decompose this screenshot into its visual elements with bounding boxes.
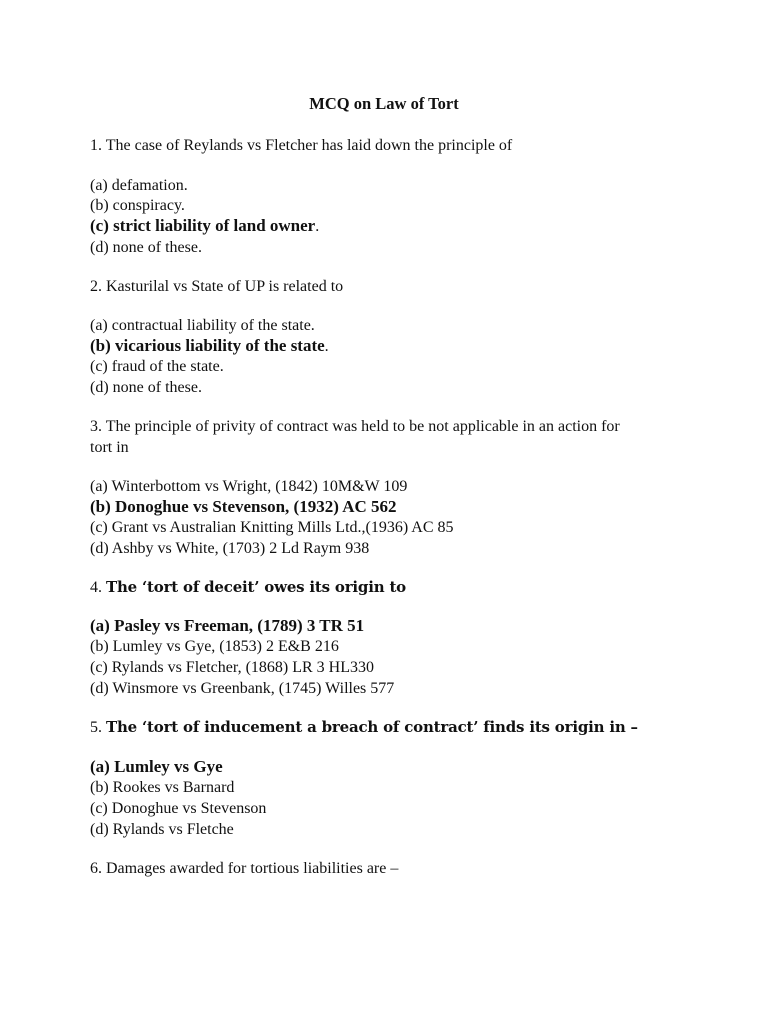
question-4-answer: (a) Pasley vs Freeman, (1789) 3 TR 51 — [90, 616, 365, 635]
question-5-option-d: (d) Rylands vs Fletche — [90, 821, 234, 838]
question-5-option-c: (c) Donoghue vs Stevenson — [90, 800, 267, 817]
question-5-text: The ‘tort of inducement a breach of contract’ finds its origin in – — [106, 718, 638, 736]
question-3-line-2: tort in — [90, 439, 129, 456]
question-1-option-c — [90, 216, 319, 237]
question-3-option-a: (a) Winterbottom vs Wright, (1842) 10M&W 109 — [90, 478, 408, 495]
question-4-number: 4. — [90, 579, 106, 596]
question-4 — [90, 577, 406, 598]
question-5 — [90, 717, 638, 738]
question-2-option-b — [90, 336, 329, 357]
question-4-option-c: (c) Rylands vs Fletcher, (1868) LR 3 HL330 — [90, 659, 374, 676]
question-2-option-d: (d) none of these. — [90, 379, 202, 396]
question-3-option-c: (c) Grant vs Australian Knitting Mills Ltd.,(1936) AC 85 — [90, 519, 454, 536]
question-5-option-b: (b) Rookes vs Barnard — [90, 779, 235, 796]
question-3-option-b — [90, 497, 397, 518]
question-1: 1. The case of Reylands vs Fletcher has laid down the principle of — [90, 137, 513, 154]
question-6: 6. Damages awarded for tortious liabilities are – — [90, 860, 399, 877]
question-2: 2. Kasturilal vs State of UP is related to — [90, 278, 344, 295]
question-1-option-d: (d) none of these. — [90, 239, 202, 256]
question-5-option-a — [90, 757, 223, 778]
question-5-answer: (a) Lumley vs Gye — [90, 757, 223, 776]
question-3-answer: (b) Donoghue vs Stevenson, (1932) AC 562 — [90, 497, 397, 516]
question-5-number: 5. — [90, 719, 106, 736]
question-1-option-b: (b) conspiracy. — [90, 197, 185, 214]
answer-suffix: . — [315, 218, 320, 235]
question-3-option-d: (d) Ashby vs White, (1703) 2 Ld Raym 938 — [90, 540, 370, 557]
question-4-option-b: (b) Lumley vs Gye, (1853) 2 E&B 216 — [90, 638, 339, 655]
question-3-line-1: 3. The principle of privity of contract was held to be not applicable in an action for — [90, 418, 620, 435]
question-2-option-c: (c) fraud of the state. — [90, 358, 224, 375]
question-2-answer: (b) vicarious liability of the state — [90, 336, 325, 355]
question-4-option-d: (d) Winsmore vs Greenbank, (1745) Willes 577 — [90, 680, 395, 697]
question-1-option-a: (a) defamation. — [90, 177, 188, 194]
question-4-option-a — [90, 616, 364, 637]
question-1-answer: (c) strict liability of land owner — [90, 216, 316, 235]
question-4-text: The ‘tort of deceit’ owes its origin to — [106, 578, 406, 596]
answer-suffix: . — [324, 338, 329, 355]
question-2-option-a: (a) contractual liability of the state. — [90, 317, 315, 334]
page-title: MCQ on Law of Tort — [309, 94, 459, 113]
